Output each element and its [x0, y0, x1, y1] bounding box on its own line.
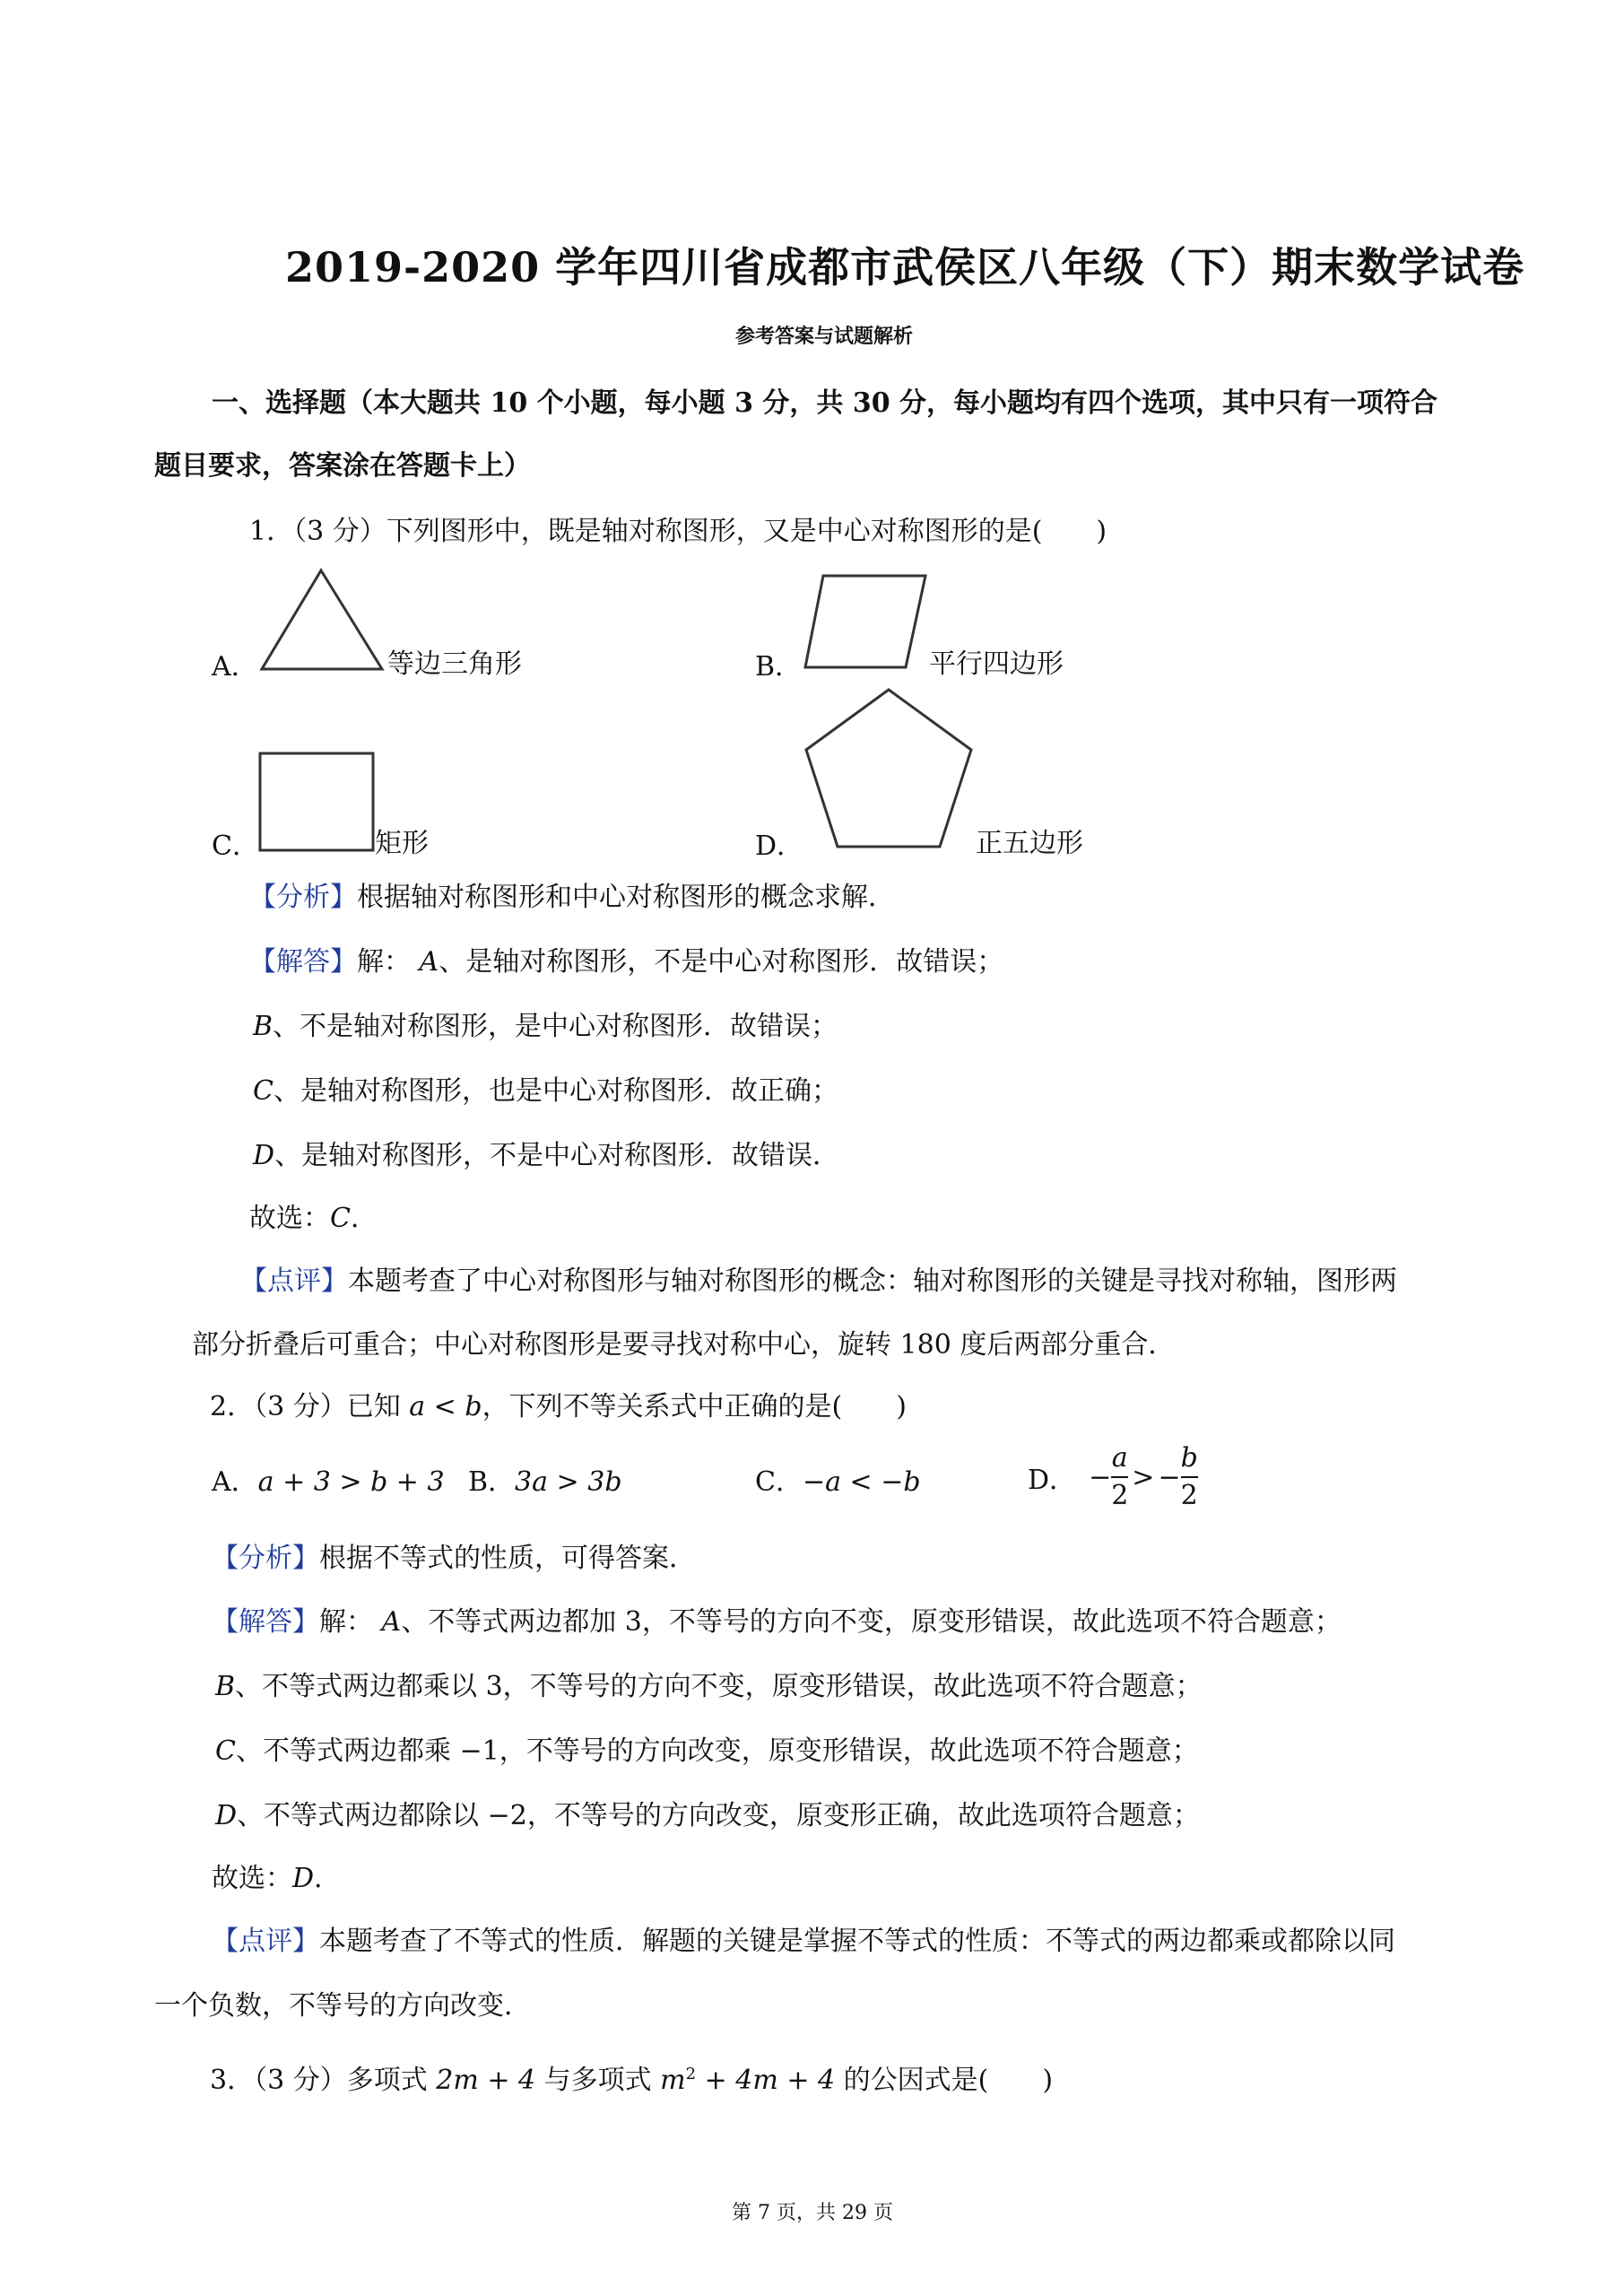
answer-end: ．	[350, 1203, 378, 1234]
q1-analysis	[249, 874, 895, 914]
q1-solution-line-3	[253, 1133, 839, 1172]
pentagon-icon	[803, 687, 974, 850]
solution-variable: A	[381, 1606, 402, 1638]
page-subtitle: 参考答案与试题解析	[735, 325, 914, 348]
solution-variable: C	[215, 1735, 236, 1767]
stem-math: 2m + 4	[436, 2065, 536, 2096]
solution-tag: 【解答】	[212, 1606, 319, 1638]
q2-solution-line-3	[215, 1793, 1200, 1832]
option-math: −a < −b	[802, 1466, 921, 1498]
solution-text: 、是轴对称图形，不是中心对称图形．故错误；	[439, 946, 1004, 978]
q1-solution-line-2	[253, 1068, 838, 1108]
solution-text: 、不等式两边都乘 −1，不等号的方向改变，原变形错误，故此选项不符合题意；	[235, 1735, 1199, 1767]
solution-variable: D	[253, 1140, 275, 1171]
denominator: 2	[1111, 1480, 1129, 1511]
question-1-stem: 1．（3 分）下列图形中，既是轴对称图形，又是中心对称图形的是( )	[249, 516, 1107, 547]
solution-variable: B	[215, 1671, 236, 1702]
stem-part: ，下列不等关系式中正确的是( )	[482, 1391, 907, 1422]
q2-option-b	[468, 1459, 622, 1499]
q2-comment-line2: 一个负数，不等号的方向改变．	[154, 1990, 531, 2022]
numerator: b	[1180, 1442, 1198, 1474]
option-math: 3a > 3b	[515, 1466, 622, 1498]
answer-value: C	[330, 1203, 351, 1234]
stem-math: m	[660, 2065, 686, 2096]
q1-option-d-text: 正五边形	[976, 828, 1083, 859]
solution-variable: C	[253, 1075, 274, 1107]
q1-option-c-text: 矩形	[375, 828, 429, 859]
analysis-tag: 【分析】	[212, 1543, 319, 1574]
option-letter: B．	[468, 1466, 516, 1498]
q1-comment-line1	[240, 1258, 1397, 1298]
solution-variable: B	[253, 1011, 274, 1042]
question-2-stem	[210, 1384, 907, 1423]
q2-solution-line-1	[215, 1664, 1203, 1703]
section-heading-line1: 一、选择题（本大题共 10 个小题，每小题 3 分，共 30 分，每小题均有四个选项，其中只有一项符合	[212, 387, 1438, 419]
q1-option-b-text: 平行四边形	[929, 648, 1064, 680]
q1-answer	[249, 1196, 378, 1235]
answer-lead: 故选：	[249, 1203, 330, 1234]
solution-text: 、是轴对称图形，也是中心对称图形．故正确；	[273, 1075, 838, 1107]
solution-text: 、不等式两边都除以 −2，不等号的方向改变，原变形正确，故此选项符合题意；	[237, 1800, 1200, 1831]
solution-lead: 解：	[319, 1606, 373, 1638]
q1-option-a-text: 等边三角形	[387, 648, 522, 680]
q2-solution-line-2	[215, 1728, 1199, 1768]
solution-text: 、是轴对称图形，不是中心对称图形．故错误．	[274, 1140, 840, 1171]
rectangle-icon	[258, 752, 375, 852]
solution-text: 、不等式两边都加 3，不等号的方向不变，原变形错误，故此选项不符合题意；	[401, 1606, 1342, 1638]
option-letter: C．	[755, 1466, 803, 1498]
stem-part: 与多项式	[535, 2065, 661, 2096]
solution-variable: D	[215, 1800, 238, 1831]
comment-tag: 【点评】	[212, 1926, 319, 1957]
q2-solution-line-0	[212, 1599, 1342, 1639]
stem-part: 的公因式是( )	[835, 2065, 1054, 2096]
option-letter: D．	[1028, 1465, 1077, 1496]
page-title: 2019-2020 学年四川省成都市武侯区八年级（下）期末数学试卷	[285, 243, 1525, 291]
option-letter: A．	[212, 1466, 258, 1498]
comment-text: 本题考查了不等式的性质．解题的关键是掌握不等式的性质：不等式的两边都乘或都除以同	[319, 1926, 1395, 1957]
q1-comment-line2: 部分折叠后可重合；中心对称图形是要寻找对称中心，旋转 180 度后两部分重合．	[192, 1329, 1176, 1361]
q2-comment-line1	[212, 1918, 1395, 1958]
q2-option-d: D． − $\frac{a}{2}$ > − $\frac{b}{2}$	[1028, 1440, 1198, 1514]
q1-option-d-letter: D．	[755, 831, 804, 862]
option-math: a + 3 > b + 3	[257, 1466, 445, 1498]
comment-text: 本题考查了中心对称图形与轴对称图形的概念：轴对称图形的关键是寻找对称轴，图形两	[348, 1265, 1397, 1297]
answer-lead: 故选：	[212, 1863, 292, 1894]
fraction-a-over-2	[1111, 1440, 1128, 1514]
section-heading-line2: 题目要求，答案涂在答题卡上）	[154, 450, 531, 482]
stem-math: + 4m + 4	[696, 2065, 836, 2096]
solution-tag: 【解答】	[249, 946, 357, 978]
q2-answer	[212, 1856, 341, 1895]
exponent: 2	[685, 2065, 697, 2083]
answer-value: D	[292, 1863, 315, 1894]
solution-text: 、不是轴对称图形，是中心对称图形．故错误；	[273, 1011, 838, 1042]
question-3-stem	[210, 2057, 1053, 2097]
q2-option-c	[755, 1459, 921, 1499]
stem-part: 3．（3 分）多项式	[210, 2065, 437, 2096]
stem-part: 2．（3 分）已知	[210, 1391, 410, 1422]
numerator: a	[1111, 1442, 1128, 1474]
solution-lead: 解：	[357, 946, 411, 978]
analysis-text: 根据轴对称图形和中心对称图形的概念求解．	[357, 882, 895, 913]
analysis-tag: 【分析】	[249, 882, 357, 913]
solution-text: 、不等式两边都乘以 3，不等号的方向不变，原变形错误，故此选项不符合题意；	[235, 1671, 1203, 1702]
q1-solution-line-0	[249, 939, 1003, 978]
solution-variable: A	[419, 946, 439, 978]
q1-solution-line-1	[253, 1004, 838, 1043]
q1-option-b-letter: B．	[755, 651, 803, 683]
analysis-text: 根据不等式的性质，可得答案．	[319, 1543, 696, 1574]
q1-option-c-letter: C．	[212, 831, 259, 862]
stem-math: a < b	[409, 1391, 482, 1422]
q1-option-a-letter: A．	[212, 651, 258, 683]
triangle-icon	[260, 567, 386, 673]
q2-option-a	[212, 1459, 445, 1499]
q2-analysis	[212, 1535, 696, 1575]
answer-end: ．	[314, 1863, 342, 1894]
fraction-b-over-2	[1181, 1440, 1198, 1514]
page-footer: 第 7 页，共 29 页	[732, 2202, 893, 2224]
denominator: 2	[1180, 1480, 1198, 1511]
parallelogram-icon	[803, 574, 929, 671]
comment-tag: 【点评】	[240, 1265, 348, 1297]
